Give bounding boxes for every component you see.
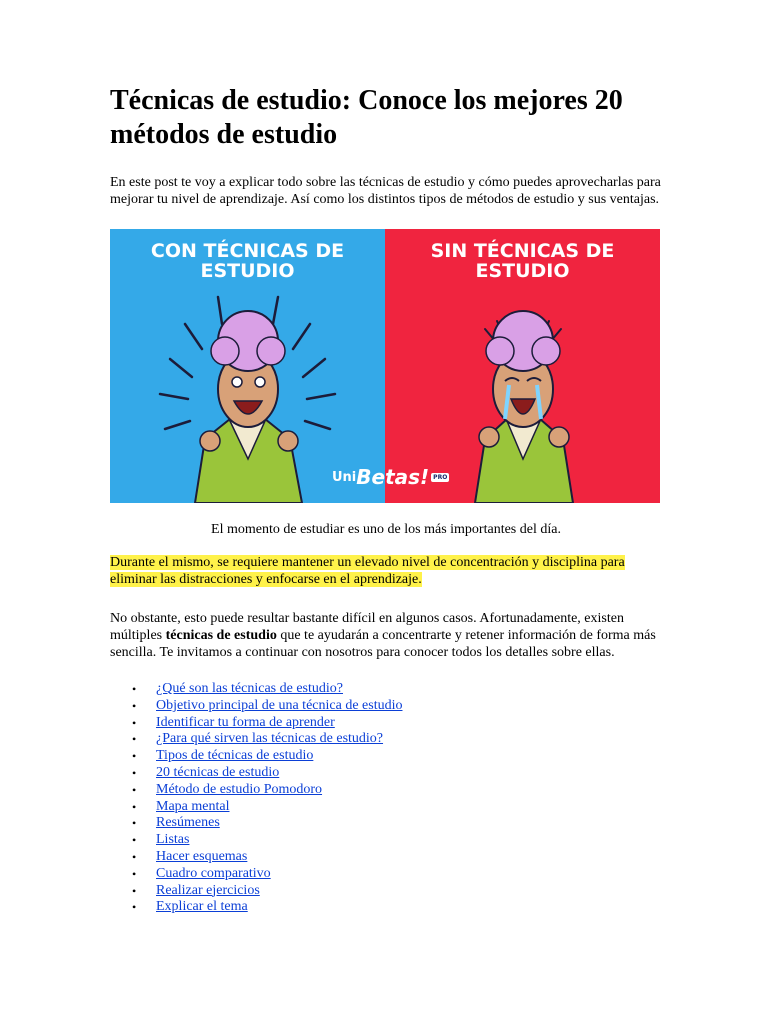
toc-item [110, 782, 662, 799]
toc-link[interactable]: Mapa mental [156, 798, 230, 814]
toc-link[interactable]: Hacer esquemas [156, 848, 248, 864]
toc-item [110, 883, 662, 900]
toc-item [110, 899, 662, 916]
toc-link[interactable]: Resúmenes [156, 815, 220, 831]
body-paragraph: No obstante, esto puede resultar bastante difícil en algunos casos. Afortunadamente, existen múltiples técnicas de estudio que te ayudarán a concentrarte y retener información de forma más sencilla. Te invitamos a continuar con nosotros para conocer todos los detalles sobre ellas. [110, 611, 656, 660]
toc-link[interactable]: 20 técnicas de estudio [156, 764, 280, 780]
toc-item [110, 731, 662, 748]
toc-link[interactable]: Listas [156, 832, 190, 848]
toc-item [110, 832, 662, 849]
highlighted-paragraph: Durante el mismo, se requiere mantener un elevado nivel de concentración y disciplina para eliminar las distracciones y enfocarse en el aprendizaje. [110, 555, 625, 587]
toc-item [110, 799, 662, 816]
bold-term: técnicas de estudio [165, 628, 277, 643]
toc-item [110, 715, 662, 732]
toc-item [110, 849, 662, 866]
toc-link[interactable]: Cuadro comparativo [156, 865, 271, 881]
article-title: Técnicas de estudio: Conoce los mejores 20 métodos de estudio [110, 85, 623, 150]
hero-right-label: SIN TÉCNICAS DE ESTUDIO [430, 240, 615, 282]
crying-student-illustration [385, 229, 660, 503]
toc-link[interactable]: ¿Para qué sirven las técnicas de estudio? [156, 731, 384, 747]
toc-item [110, 765, 662, 782]
toc-item [110, 748, 662, 765]
toc-item [110, 866, 662, 883]
toc-link[interactable]: ¿Qué son las técnicas de estudio? [156, 681, 343, 696]
toc-item [110, 815, 662, 832]
toc-item [110, 698, 662, 715]
intro-paragraph: En este post te voy a explicar todo sobre las técnicas de estudio y cómo puedes aprovecharlas para mejorar tu nivel de aprendizaje. Así como los distintos tipos de métodos de estudio y sus ventajas. [110, 175, 661, 207]
toc-link[interactable]: Método de estudio Pomodoro [156, 781, 323, 797]
image-caption: El momento de estudiar es uno de los más importantes del día. [211, 522, 561, 537]
hero-image [110, 229, 660, 503]
toc-item [110, 681, 662, 698]
table-of-contents [110, 681, 662, 916]
hero-panel-without-techniques [385, 229, 660, 503]
toc-link[interactable]: Explicar el tema [156, 899, 248, 915]
hero-panel-with-techniques [110, 229, 385, 503]
toc-link[interactable]: Identificar tu forma de aprender [156, 714, 335, 730]
toc-link[interactable]: Realizar ejercicios [156, 882, 260, 898]
unibetas-logo: Uni Betas! PRO [332, 465, 448, 489]
toc-link[interactable]: Objetivo principal de una técnica de estudio [156, 697, 403, 713]
happy-student-illustration [110, 229, 385, 503]
article [110, 84, 662, 916]
toc-link[interactable]: Tipos de técnicas de estudio [156, 748, 314, 764]
hero-left-label: CON TÉCNICAS DE ESTUDIO [150, 240, 345, 282]
